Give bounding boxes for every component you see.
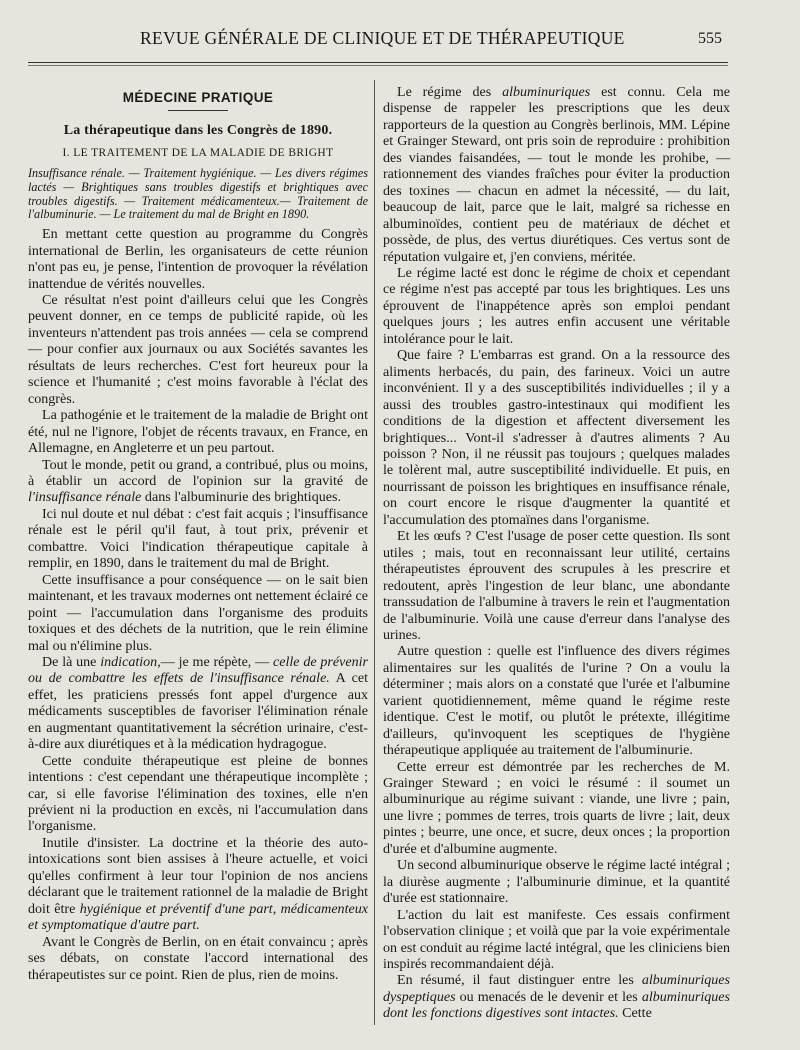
text-run: Inutile d'insister. La doctrine et la théorie des auto-intoxications sont bien assises à l'heure actuelle, et voici qu'elles confirment à leur tour l'opinion de nos anciens déclarant que le traitement rationnel de la maladie de Bright doit être	[28, 834, 368, 917]
running-header	[0, 28, 800, 58]
paragraph	[28, 457, 368, 506]
text-run: Cette	[618, 1005, 652, 1022]
paragraph: Le régime lacté est donc le régime de choix et cependant ce régime n'est pas accepté par tous les brightiques. Les uns éprouvent de l'inappétence après son emploi pendant quelques jours ; les autres enfin accusent une véritable intolérance pour le lait.	[383, 264, 730, 347]
emphasis: l'insuffisance rénale	[28, 489, 142, 506]
paragraph: Que faire ? L'embarras est grand. On a la ressource des aliments herbacés, du pain, des farineux. Voici un autre inconvénient. Il y a des susceptibilités individuelles ; il y a aussi des troubles gastro-intestinaux qui modifient les conditions de la digestion et affectent diversement les brightiques... Vont-il s'adresser à d'autres aliments ? Au poisson ? Non, il ne réussit pas toujours ; quelques malades le tolèrent mal, autre susceptibilité individuelle. Et puis, en nourrissant de poisson les brightiques en insuffisance rénale, on court encore le risque d'augmenter la quantité et l'accumulation des ptomaïnes dans l'organisme.	[383, 347, 730, 528]
paragraph: Cette conduite thérapeutique est pleine de bonnes intentions : c'est cependant une thérapeutique incomplète ; car, si elle favorise l'élimination des toxines, elle n'en prévient ni la production en excès, ni l'accumulation dans l'organisme.	[28, 752, 368, 835]
section-title: MÉDECINE PRATIQUE	[122, 90, 274, 105]
paragraph: Ce résultat n'est point d'ailleurs celui que les Congrès peuvent donner, en ce temps de publicité rapide, où les inventeurs n'attendent pas trois années — cela se comprend — pour confier aux journaux ou aux Sociétés savantes les résultats de leurs recherches. C'est fort heureux pour la science et l'humanité ; c'est moins favorable à l'éclat des congrès.	[28, 291, 368, 407]
emphasis: albuminuriques dont les fonctions digestives sont intactes.	[383, 988, 730, 1022]
paragraph: La pathogénie et le traitement de la maladie de Bright ont été, nul ne l'ignore, l'objet de récents travaux, en France, en Allemagne, en Angleterre et un peu partout.	[28, 407, 368, 457]
paragraph: En mettant cette question au programme du Congrès international de Berlin, les organisateurs de cette réunion n'ont pas eu, je pense, l'intention de provoquer la révélation inattendue de vérités nouvelles.	[28, 226, 368, 292]
paragraph	[28, 835, 368, 934]
emphasis: celle de prévenir ou de combattre les effets de l'insuffisance rénale.	[28, 653, 368, 687]
column-divider	[374, 80, 375, 1025]
emphasis: hygiénique et préventif d'une part, médicamenteux et symptomatique d'autre part.	[28, 900, 368, 934]
journal-title: REVUE GÉNÉRALE DE CLINIQUE ET DE THÉRAPEUTIQUE	[140, 28, 625, 48]
section-rule	[168, 110, 228, 111]
text-run: Le régime des	[397, 84, 503, 100]
paragraph: Autre question : quelle est l'influence des divers régimes alimentaires sur les qualités de l'urine ? On a voulu la déterminer ; mais alors on a constaté que l'urée et l'albumine varient quotidiennement, même quand le régime reste identique. C'est le motif, ou plutôt le prétexte, illégitime d'ailleurs, qu'invoquent les sceptiques de l'hygiène thérapeutique appliquée au traitement de l'albuminurie.	[383, 643, 730, 759]
paragraph: Avant le Congrès de Berlin, on en était convaincu ; après ses débats, on constate l'accord international des thérapeutistes sur ce point. Rien de plus, rien de moins.	[28, 933, 368, 983]
right-column	[383, 84, 730, 1022]
paragraph: Cette insuffisance a pour conséquence — on le sait bien maintenant, et les travaux modernes ont nettement éclairé ce point — l'accumulation dans l'organisme des produits toxiques et des déchets de la nutrition, que le rein élimine mal ou n'élimine plus.	[28, 571, 368, 654]
left-column	[28, 84, 368, 983]
emphasis: albuminuriques	[502, 84, 591, 100]
text-run: En résumé, il faut distinguer entre les	[397, 972, 642, 989]
header-rule	[28, 62, 728, 63]
emphasis: indication,	[100, 653, 161, 670]
text-run: A cet effet, les praticiens pressés font appel d'urgence aux médicaments susceptibles de favoriser l'élimination rénale en augmentant quantitativement la sécrétion urinaire, c'est-à-dire aux diurétiques et à la médication hydragogue.	[28, 670, 368, 753]
text-run: De là une	[42, 653, 101, 670]
paragraph: Cette erreur est démontrée par les recherches de M. Grainger Steward ; en voici le résumé : il soumet un albuminurique au régime suivant : viande, une livre ; pain, une livre ; pommes de terres, trois quarts de livre ; lait, deux pintes ; beurre, une once, et sucre, deux onces ; la proportion d'urée et d'albumine augmente.	[383, 758, 730, 857]
text-run: ou menacés de le devenir et les	[455, 988, 642, 1005]
paragraph: L'action du lait est manifeste. Ces essais confirment l'observation clinique ; et voilà que par la voie expérimentale on est conduit au régime lacté intégral, que les cliniciens bien inspirés recommandaient déjà.	[383, 906, 730, 973]
header-rule-thin	[28, 65, 728, 66]
text-run: dans l'albuminurie des brightiques.	[141, 489, 341, 506]
paragraph: Un second albuminurique observe le régime lacté intégral ; la diurèse augmente ; l'albuminurie diminue, et la quantité d'urée est stationnaire.	[383, 857, 730, 907]
text-run: est connu. Cela me dispense de rappeler les prescriptions que les deux rapporteurs de la question au Congrès berlinois, MM. Lépine et Grainger Steward, ont pris soin de reproduire : prohibition des viandes faisandées, — tout le monde les prohibe, — rationnement des viandes fraîches pour éviter la production des toxines — chacun en admet la nécessité, — du lait, beaucoup de lait, parce que le lait, malgré sa richesse en albuminoïdes, contient peu de matériaux de déchet et possède, de plus, des vertus diurétiques. Ces vertus sont de réputation vulgaire et, j'en conviens, méritée.	[383, 84, 730, 265]
article-title: La thérapeutique dans les Congrès de 1890.	[63, 123, 333, 139]
text-run: Tout le monde, petit ou grand, a contribué, plus ou moins, à établir un accord de l'opinion sur la gravité de	[28, 456, 368, 489]
page-number: 555	[698, 30, 722, 47]
paragraph: Ici nul doute et nul débat : c'est fait acquis ; l'insuffisance rénale est le péril qu'il faut, à tout prix, prévenir et combattre. Voici l'indication thérapeutique capitale à remplir, en 1890, dans le traitement du mal de Bright.	[28, 505, 368, 572]
chapter-summary: Insuffisance rénale. — Traitement hygiénique. — Les divers régimes lactés — Brightiques sans troubles digestifs et brightiques avec troubles digestifs. — Traitement médicamenteux.— Traitement de l'albuminurie. — Le traitement du mal de Bright en 1890.	[28, 166, 368, 222]
paragraph	[28, 654, 368, 753]
paragraph	[383, 972, 730, 1021]
paragraph	[383, 84, 730, 265]
emphasis: albuminuriques dyspeptiques	[383, 972, 730, 1005]
chapter-title: I. LE TRAITEMENT DE LA MALADIE DE BRIGHT	[62, 146, 334, 159]
paragraph: Et les œufs ? C'est l'usage de poser cette question. Ils sont utiles ; mais, tout en reconnaissant leur utilité, certains thérapeutistes éprouvent des scrupules à les prescrire et redoutent, après l'ingestion de leur blanc, une abondante transsudation de l'albumine à travers le rein et l'augmentation de l'albuminurie. Voilà une cause d'erreur dans l'analyse des urines.	[383, 528, 730, 643]
text-run: — je me répète, —	[160, 653, 273, 670]
